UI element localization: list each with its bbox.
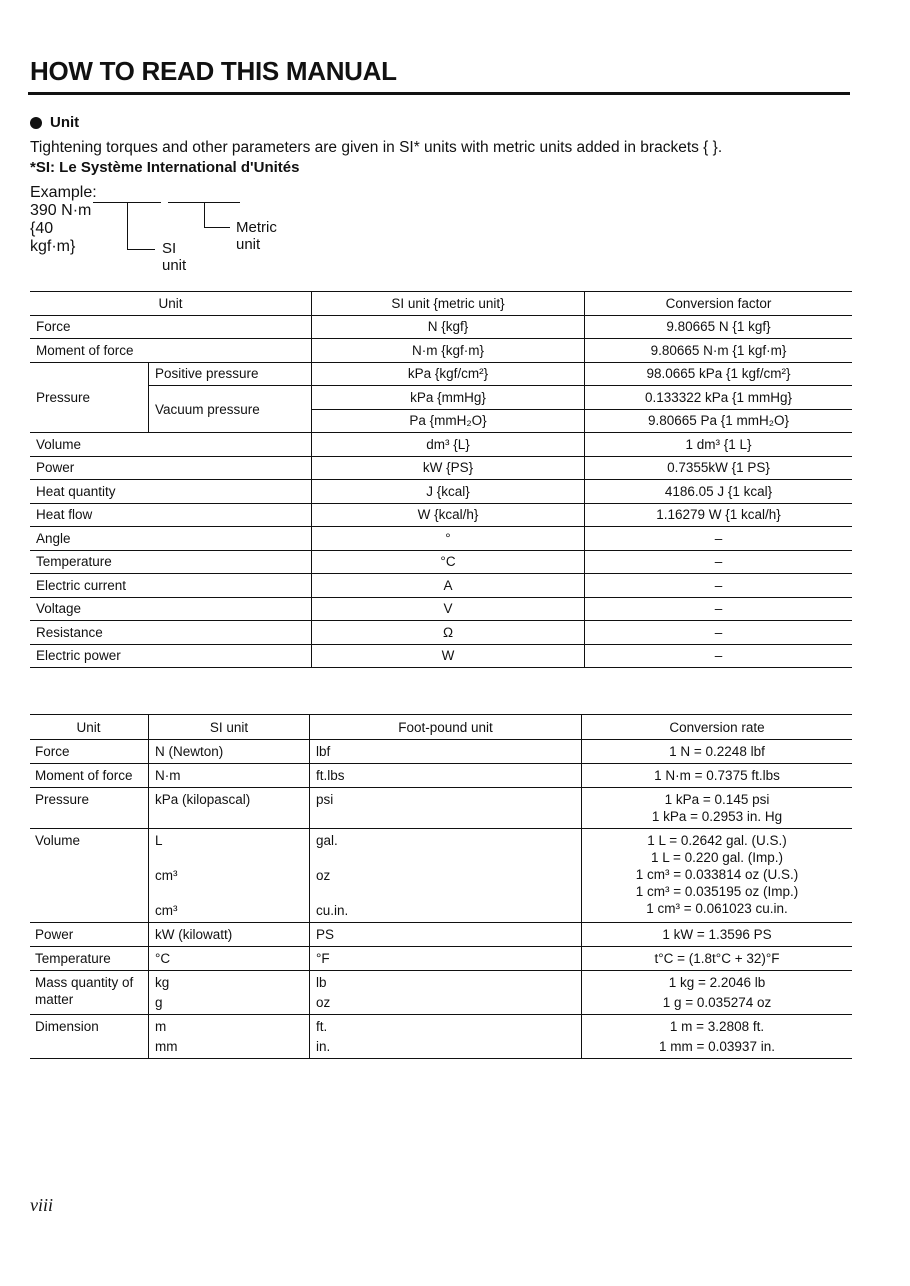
si-text: m [155, 1019, 167, 1034]
foot-pound-text: cu.in. [316, 903, 349, 918]
rate-text: 1 kW = 1.3596 PS [662, 927, 772, 942]
rate-cell [582, 829, 853, 923]
si-cell: N {kgf} [312, 315, 585, 339]
intro-text: Tightening torques and other parameters are given in SI* units with metric units added in brackets { }. [30, 139, 723, 156]
si-cell: A [312, 574, 585, 598]
conversion-cell: 0.7355kW {1 PS} [585, 456, 853, 480]
table-header-row [30, 715, 852, 740]
foot-pound-cell [310, 764, 582, 788]
unit-text: Pressure [35, 792, 90, 807]
si-cell: W [312, 644, 585, 668]
si-note: *SI: Le Système International d'Unités [30, 159, 300, 176]
table-row [30, 971, 852, 1015]
unit-cell [30, 923, 149, 947]
table-row [30, 947, 852, 971]
rate-cell [582, 923, 853, 947]
si-cell [149, 947, 310, 971]
header-si-unit: SI unit {metric unit} [312, 292, 585, 316]
table-row [30, 456, 852, 480]
example-label: Example: [30, 184, 97, 201]
foot-pound-cell [310, 971, 582, 1015]
rate-text: 1 kg = 2.2046 lb [668, 975, 766, 990]
unit-text: Dimension [35, 1019, 99, 1034]
si-cell: J {kcal} [312, 480, 585, 504]
foot-pound-text: oz [316, 995, 331, 1010]
table-row [30, 574, 852, 598]
si-cell: °C [312, 550, 585, 574]
conversion-cell: 4186.05 J {1 kcal} [585, 480, 853, 504]
conversion-cell: – [585, 550, 853, 574]
unit-text: Moment of force [35, 768, 133, 783]
header-foot-pound-unit: Foot-pound unit [310, 715, 582, 740]
rate-text: 1 N·m = 0.7375 ft.lbs [654, 768, 780, 783]
si-text: kg [155, 975, 170, 990]
si-text: g [155, 995, 163, 1010]
si-text: kW (kilowatt) [155, 927, 233, 942]
unit-cell [30, 764, 149, 788]
si-cell: N·m {kgf·m} [312, 339, 585, 363]
example-line [30, 184, 97, 256]
si-leader-vertical [127, 202, 128, 250]
unit-cell: Power [30, 456, 312, 480]
foot-pound-text: lbf [316, 744, 331, 759]
si-text: kPa (kilopascal) [155, 792, 251, 807]
rate-text: 1 kPa = 0.145 psi [664, 792, 770, 807]
rate-cell [582, 788, 853, 829]
unit-cell: Resistance [30, 621, 312, 645]
rate-cell [582, 971, 853, 1015]
unit-cell: Voltage [30, 597, 312, 621]
rate-text: 1 cm³ = 0.061023 cu.in. [646, 901, 788, 916]
unit-cell [30, 740, 149, 764]
rate-text: t°C = (1.8t°C + 32)°F [654, 951, 780, 966]
sub-unit-cell: Vacuum pressure [149, 386, 312, 433]
unit-text: Temperature [35, 951, 111, 966]
unit-cell: Temperature [30, 550, 312, 574]
header-conversion-rate: Conversion rate [582, 715, 853, 740]
unit-text: Mass quantity of matter [35, 975, 134, 1007]
unit-cell: Heat quantity [30, 480, 312, 504]
si-cell: Pa {mmH₂O} [312, 409, 585, 433]
unit-cell [30, 947, 149, 971]
si-text: N (Newton) [155, 744, 224, 759]
page-title: HOW TO READ THIS MANUAL [30, 56, 397, 86]
conversion-cell: – [585, 597, 853, 621]
si-cell [149, 788, 310, 829]
table-row [30, 1015, 852, 1059]
foot-pound-text: in. [316, 1039, 331, 1054]
si-text: N·m [155, 768, 181, 783]
conversion-cell: – [585, 527, 853, 551]
conversion-cell: 9.80665 N·m {1 kgf·m} [585, 339, 853, 363]
foot-pound-cell [310, 923, 582, 947]
si-text: cm³ [155, 903, 178, 918]
conversion-cell: 98.0665 kPa {1 kgf/cm²} [585, 362, 853, 386]
rate-text: 1 cm³ = 0.035195 oz (Imp.) [635, 884, 799, 899]
table-row [30, 480, 852, 504]
foot-pound-text: ft.lbs [316, 768, 345, 783]
rate-text: 1 mm = 0.03937 in. [659, 1039, 775, 1054]
metric-leader-horizontal [204, 227, 230, 228]
si-unit-caption: SI unit [162, 240, 187, 274]
foot-pound-table [30, 714, 852, 1059]
table-row [30, 764, 852, 788]
unit-cell: Angle [30, 527, 312, 551]
si-metric-table [30, 291, 852, 668]
header-unit: Unit [30, 292, 312, 316]
section-heading-label: Unit [50, 114, 80, 131]
metric-leader-vertical [204, 202, 205, 228]
table-row [30, 788, 852, 829]
conversion-cell: 9.80665 Pa {1 mmH₂O} [585, 409, 853, 433]
si-cell [149, 1015, 310, 1059]
si-cell [149, 923, 310, 947]
unit-cell: Moment of force [30, 339, 312, 363]
conversion-cell: – [585, 644, 853, 668]
rate-text: 1 kPa = 0.2953 in. Hg [651, 809, 783, 824]
rate-text: 1 cm³ = 0.033814 oz (U.S.) [635, 867, 799, 882]
unit-text: Force [35, 744, 70, 759]
example-metric-value: {40 kgf·m} [30, 220, 76, 255]
rate-text: 1 L = 0.2642 gal. (U.S.) [647, 833, 787, 848]
header-conversion-factor: Conversion factor [585, 292, 853, 316]
unit-cell: Electric current [30, 574, 312, 598]
header-si-unit: SI unit [149, 715, 310, 740]
foot-pound-cell [310, 1015, 582, 1059]
si-cell: kPa {mmHg} [312, 386, 585, 410]
foot-pound-text: PS [316, 927, 335, 942]
table-row [30, 740, 852, 764]
unit-cell [30, 829, 149, 923]
si-cell: Ω [312, 621, 585, 645]
foot-pound-text: lb [316, 975, 327, 990]
rate-cell [582, 1015, 853, 1059]
conversion-cell: 0.133322 kPa {1 mmHg} [585, 386, 853, 410]
table-row [30, 386, 852, 410]
si-text: °C [155, 951, 171, 966]
foot-pound-text: ft. [316, 1019, 328, 1034]
foot-pound-cell [310, 829, 582, 923]
rate-text: 1 L = 0.220 gal. (Imp.) [651, 850, 783, 865]
title-rule [28, 92, 850, 95]
si-leader-horizontal [127, 249, 155, 250]
table-row [30, 362, 852, 386]
rate-cell [582, 947, 853, 971]
example-si-value: 390 N·m [30, 202, 92, 219]
si-cell: kW {PS} [312, 456, 585, 480]
bullet-icon [30, 117, 42, 129]
unit-cell [30, 971, 149, 1015]
si-cell [149, 971, 310, 1015]
si-cell [149, 829, 310, 923]
si-cell: ° [312, 527, 585, 551]
si-text: cm³ [155, 868, 178, 883]
table-row [30, 829, 852, 923]
table-header-row [30, 292, 852, 316]
rate-cell [582, 740, 853, 764]
table-row [30, 621, 852, 645]
si-cell: dm³ {L} [312, 433, 585, 457]
si-cell [149, 740, 310, 764]
unit-text: Volume [35, 833, 81, 848]
unit-cell: Force [30, 315, 312, 339]
unit-cell [30, 788, 149, 829]
si-cell [149, 764, 310, 788]
page-number: viii [30, 1195, 53, 1215]
conversion-cell: 1 dm³ {1 L} [585, 433, 853, 457]
foot-pound-text: psi [316, 792, 334, 807]
foot-pound-text: oz [316, 868, 331, 883]
foot-pound-cell [310, 788, 582, 829]
unit-text: Power [35, 927, 74, 942]
foot-pound-cell [310, 740, 582, 764]
foot-pound-text: gal. [316, 833, 338, 848]
table-row [30, 550, 852, 574]
foot-pound-text: °F [316, 951, 330, 966]
conversion-cell: – [585, 621, 853, 645]
sub-unit-cell: Positive pressure [149, 362, 312, 386]
table-row [30, 527, 852, 551]
conversion-cell: 9.80665 N {1 kgf} [585, 315, 853, 339]
table-row [30, 923, 852, 947]
rate-cell [582, 764, 853, 788]
unit-cell [30, 1015, 149, 1059]
table-row [30, 644, 852, 668]
rate-text: 1 m = 3.2808 ft. [669, 1019, 765, 1034]
unit-cell: Electric power [30, 644, 312, 668]
header-unit: Unit [30, 715, 149, 740]
si-cell: V [312, 597, 585, 621]
table-row [30, 315, 852, 339]
foot-pound-cell [310, 947, 582, 971]
table-row [30, 597, 852, 621]
si-cell: W {kcal/h} [312, 503, 585, 527]
rate-text: 1 g = 0.035274 oz [662, 995, 772, 1010]
conversion-cell: – [585, 574, 853, 598]
metric-unit-caption: Metric unit [236, 219, 277, 253]
section-heading [30, 114, 79, 131]
table-row [30, 503, 852, 527]
table-row [30, 339, 852, 363]
table-row [30, 433, 852, 457]
conversion-cell: 1.16279 W {1 kcal/h} [585, 503, 853, 527]
rate-text: 1 N = 0.2248 lbf [669, 744, 765, 759]
si-text: mm [155, 1039, 178, 1054]
unit-cell: Heat flow [30, 503, 312, 527]
si-text: L [155, 833, 163, 848]
si-cell: kPa {kgf/cm²} [312, 362, 585, 386]
unit-cell: Pressure [30, 362, 149, 433]
unit-cell: Volume [30, 433, 312, 457]
